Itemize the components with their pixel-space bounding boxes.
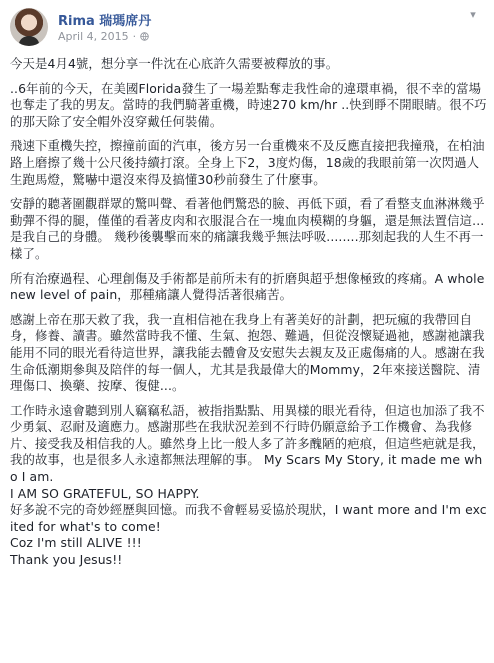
post-paragraph: 今天是4月4號，想分享一件沈在心底許久需要被釋放的事。	[10, 56, 339, 71]
post-paragraph: 工作時永遠會聽到別人竊竊私語，被指指點點、用異樣的眼光看待，但這也加添了我不少勇氣、忍耐及適應力。感謝那些在我狀況差到不行時仍願意給予工作機會、為我修片、接受我及相信我的人。雖然身上比一般人多了許多醜陋的疤痕，但這些疤就是我，我的故事，也是很多人永遠都無法理解的事。 My Scars My Story, it made me who I am.	[10, 402, 485, 485]
post-header	[10, 6, 484, 48]
post-paragraph: 飛速下重機失控，擦撞前面的汽車，後方另一台重機來不及反應直接把我撞飛，在柏油路上磨擦了幾十公尺後持續打滾。全身上下2，3度灼傷，18歲的我眼前第一次閃過人生跑馬燈，驚嚇中還沒來得及搞懂30秒前發生了什麼事。	[10, 138, 485, 187]
dot-separator: ·	[132, 30, 137, 43]
avatar[interactable]	[10, 8, 48, 46]
globe-icon	[140, 32, 149, 41]
author-name[interactable]: Rima 瑞瑪席丹	[58, 14, 152, 29]
post-paragraph: I AM SO GRATEFUL, SO HAPPY.	[10, 485, 200, 501]
post-paragraph: 安靜的聽著圍觀群眾的驚叫聲、看著他們驚恐的臉、再低下頭，看了看整支血淋淋幾乎動彈不得的腿，僅僅的看著皮肉和衣服混合在一塊血肉模糊的身軀，還是無法置信這...是我自己的身體。 幾秒後襲擊而來的痛讓我幾乎無法呼吸........那刻起我的人生不再一樣了。	[10, 196, 485, 261]
post-meta	[58, 30, 149, 43]
post-paragraph: 好多說不完的奇妙經歷與回憶。而我不會輕易妥協於現狀，I want more and I'm excited for what's to come!	[10, 502, 487, 534]
post-paragraph: Thank you Jesus!!	[10, 552, 123, 568]
chevron-down-icon[interactable]: ▾	[470, 8, 476, 21]
post-date[interactable]: April 4, 2015	[58, 30, 129, 43]
post-paragraph: Coz I'm still ALIVE !!!	[10, 535, 142, 551]
post-paragraph: 感謝上帝在那天救了我，我一直相信祂在我身上有著美好的計劃，把玩瘋的我帶回自身，修養、讀書。雖然當時我不懂、生氣、抱怨、難過，但從沒懷疑過祂，感謝祂讓我能用不同的眼光看待這世界，讓我能去體會及安慰失去親友及正處傷痛的人。感謝在我生命低潮期參與及陪伴的每一個人，尤其是我最偉大的Mommy，2年來接送醫院、清理傷口、換藥、按摩、復健...。	[10, 311, 485, 394]
post-paragraph: 所有治療過程、心理創傷及手術都是前所未有的折磨與超乎想像極致的疼痛。A whole new level of pain，那種痛讓人覺得活著很痛苦。	[10, 270, 485, 303]
post-paragraph: ..6年前的今天，在美國Florida發生了一場差點奪走我性命的違環車禍，很不幸的當場也奪走了我的男友。當時的我們騎著重機，時速270 km/hr ..快到睜不開眼睛。很不巧的那天除了安全帽外沒穿戴任何裝備。	[10, 80, 487, 129]
post-body	[10, 56, 488, 569]
